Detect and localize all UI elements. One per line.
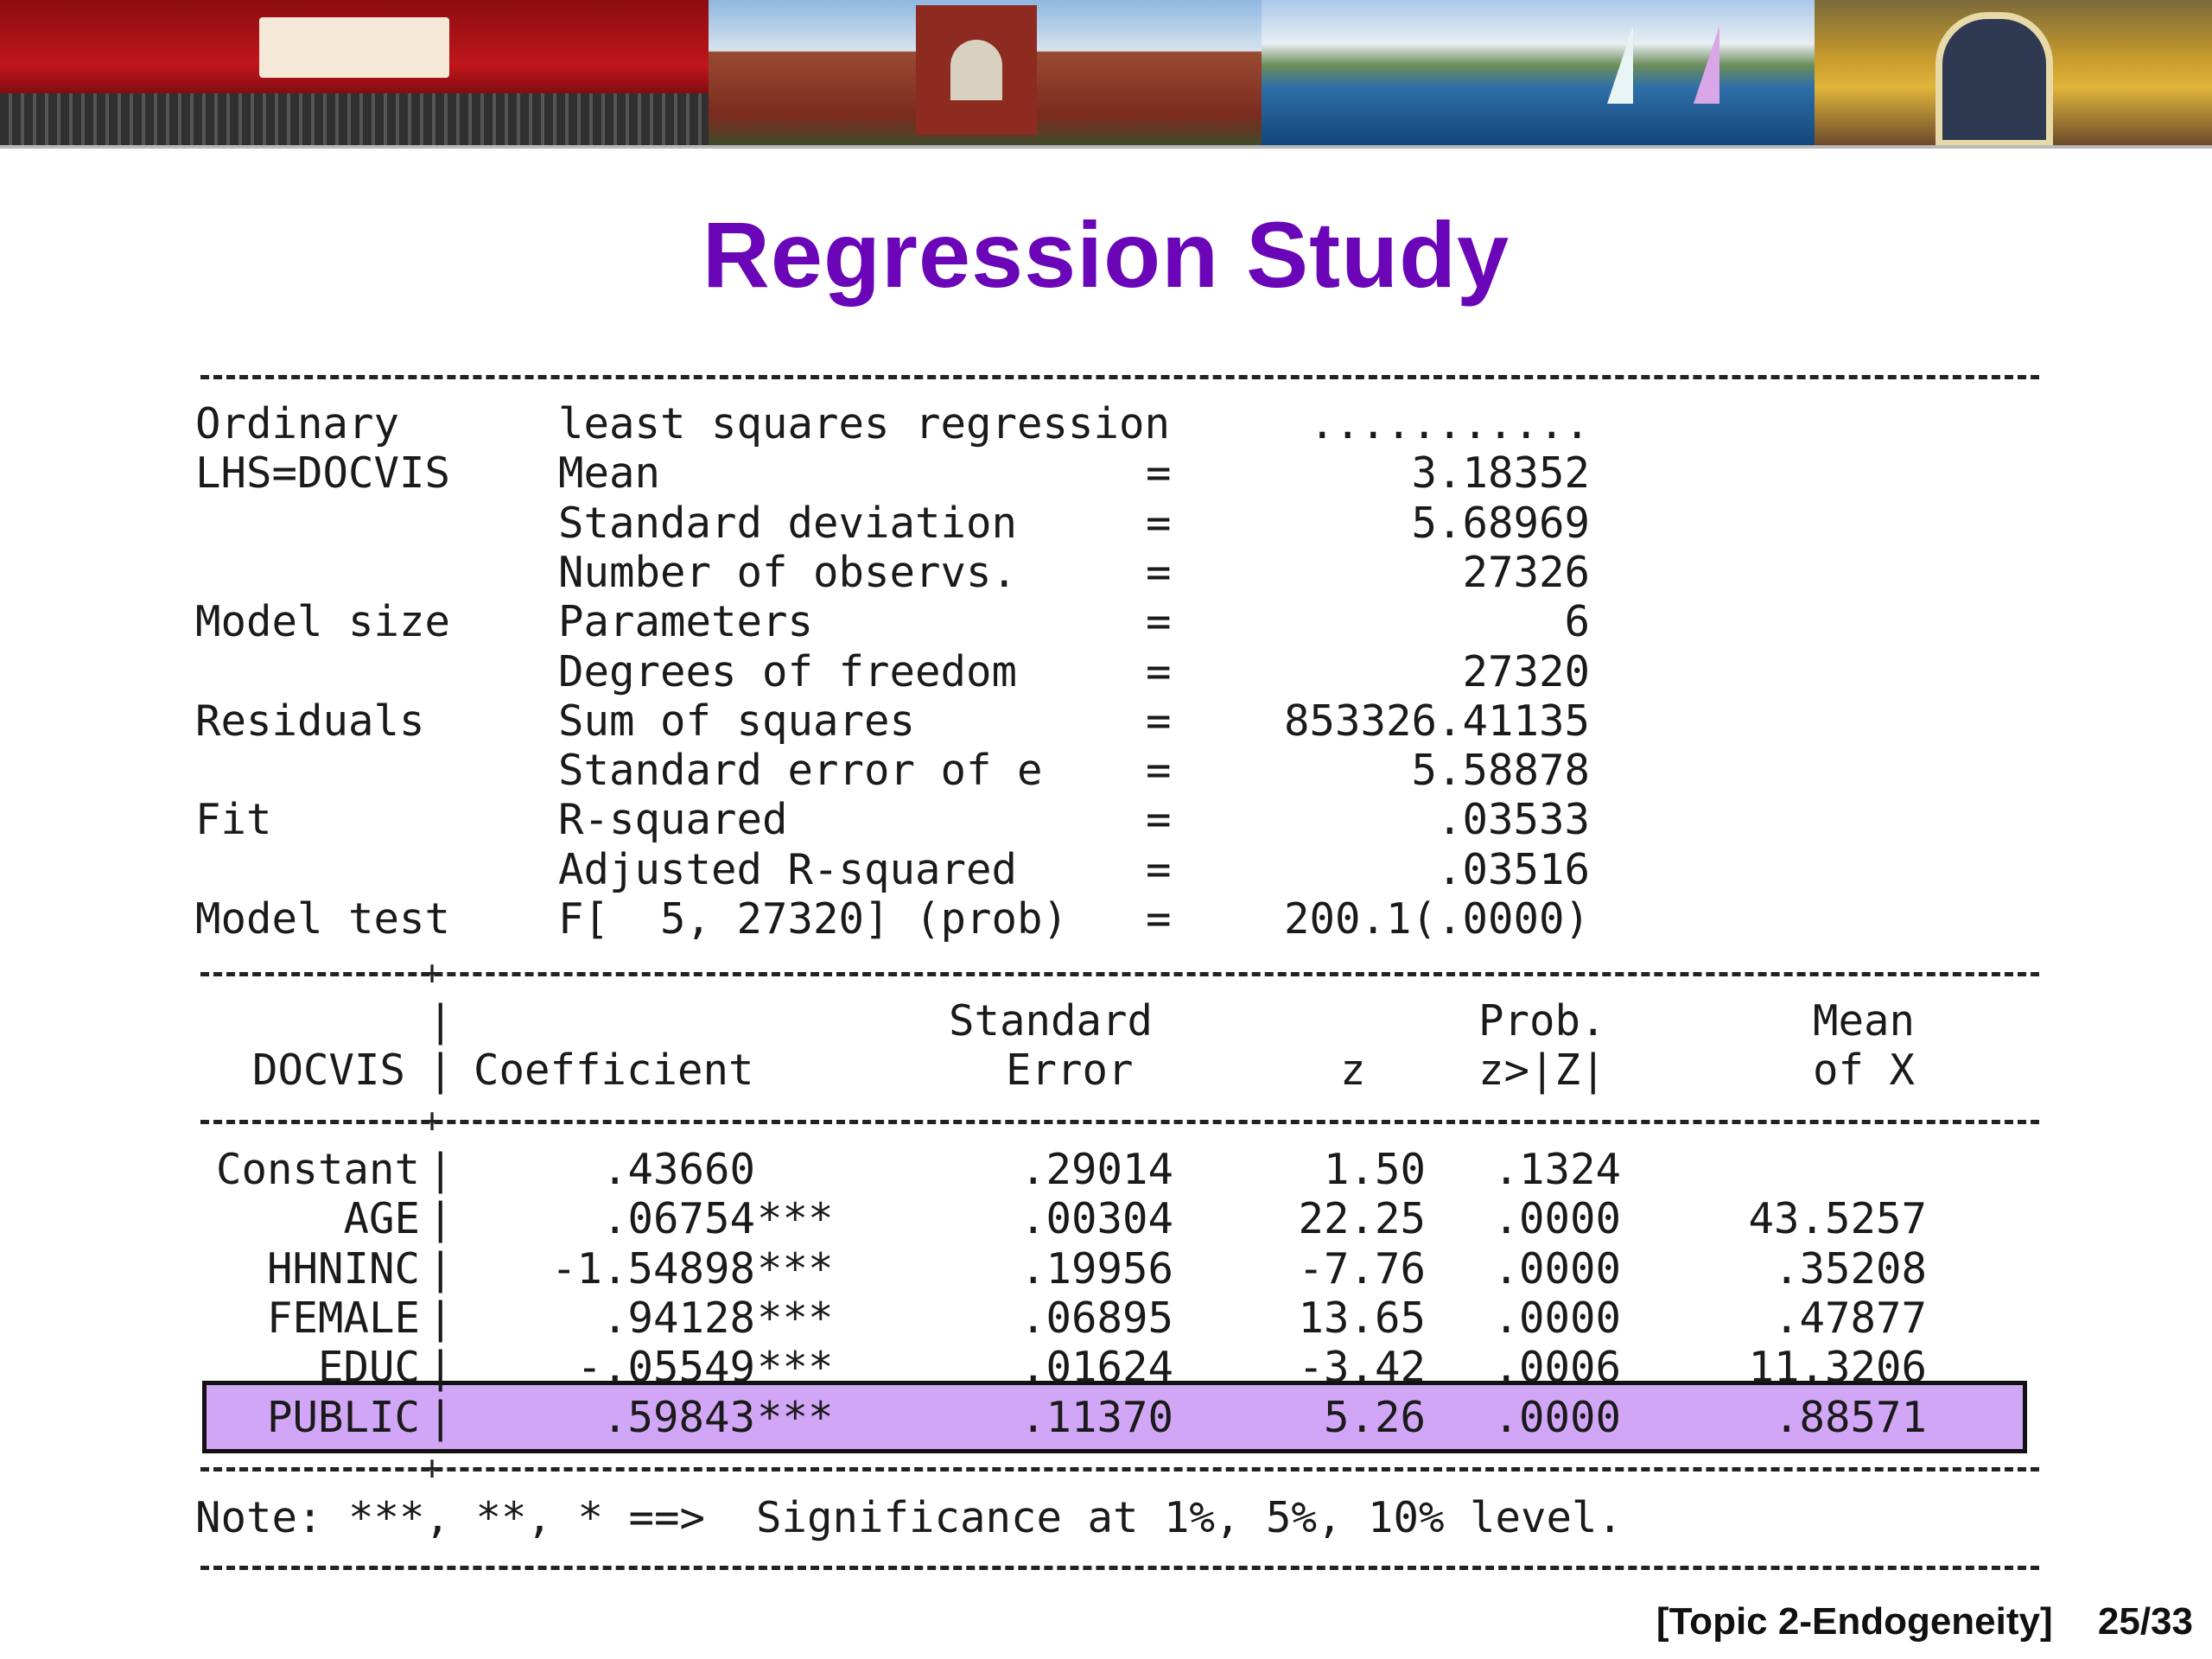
summary-stat-label: Mean [558,448,661,499]
divider-mid [200,972,2039,976]
divider-table [200,1120,2039,1124]
coef-row-std-error: .29014 [1020,1145,1173,1194]
coef-row-std-error: .06895 [1020,1293,1173,1343]
header-mean-top: Mean [1813,996,1916,1046]
summary-stat-value: 853326.41135 [1283,696,1590,746]
coef-row-variable: Constant [215,1145,420,1194]
banner-photo-auditorium [0,0,709,145]
coef-row-significance: *** [757,1293,834,1343]
coef-row-p-value: .0000 [1493,1194,1621,1244]
summary-equals: = [1146,646,1172,696]
footer-topic: [Topic 2-Endogeneity] [1656,1600,2053,1643]
divider-top [200,375,2039,379]
coef-row-std-error: .01624 [1020,1343,1173,1393]
summary-stat-value: .03516 [1436,844,1590,894]
banner-photo-lake [1262,0,1815,145]
coef-row-coefficient: -.05549 [576,1343,755,1393]
divider-bottom [200,1467,2039,1471]
summary-stat-value: ........... [1309,399,1590,448]
coef-row-mean-x: .47877 [1773,1293,1927,1343]
summary-equals: = [1146,597,1172,647]
summary-stat-label: Standard deviation [558,498,1018,548]
summary-group-label: Fit [195,795,272,845]
summary-stat-value: 5.58878 [1411,746,1590,796]
header-mean: of X [1813,1046,1916,1095]
coef-row-variable: PUBLIC [266,1392,420,1442]
slide-footer [1622,1600,2193,1643]
summary-stat-value: 27320 [1462,646,1590,696]
significance-note: Note: ***, **, * ==> Significance at 1%, 5%, 10% level. [195,1493,1624,1542]
summary-group-label: LHS=DOCVIS [195,448,451,499]
header-prob-top: Prob. [1478,996,1606,1046]
banner-photo-chapel [1815,0,2212,145]
summary-stat-label: Sum of squares [558,696,916,746]
coef-row-z: 5.26 [1323,1392,1426,1442]
summary-stat-value: 3.18352 [1411,448,1590,499]
coef-row-z: 22.25 [1298,1194,1426,1244]
coef-row-coefficient: -1.54898 [550,1243,755,1294]
coef-row-significance: *** [757,1343,834,1393]
summary-equals: = [1146,746,1172,796]
summary-stat-label: Degrees of freedom [558,646,1018,696]
summary-stat-value: 27326 [1462,547,1590,597]
footer-page-number: 25/33 [2097,1600,2193,1643]
header-coef: Coefficient [474,1046,754,1095]
summary-stat-value: 6 [1564,597,1590,647]
summary-stat-label: Standard error of e [558,746,1043,796]
coef-row-significance: *** [757,1194,834,1244]
summary-stat-label: Number of observs. [558,547,1018,597]
summary-stat-value: .03533 [1436,795,1590,845]
summary-stat-label: least squares regression [558,399,1171,448]
divider-end [200,1566,2039,1570]
summary-group-label: Model size [195,597,451,647]
coef-row-variable: EDUC [317,1343,420,1393]
coef-row-coefficient: .43660 [601,1145,755,1194]
slide-title: Regression Study [702,202,1510,307]
summary-group-label: Model test [195,894,451,944]
coef-row-variable: FEMALE [266,1293,420,1343]
header-se-top: Standard [949,996,1154,1046]
summary-equals: = [1146,498,1172,548]
coef-row-z: -3.42 [1298,1343,1426,1393]
coef-row-variable: HHNINC [266,1243,420,1294]
summary-stat-label: R-squared [558,795,788,845]
header-prob: z>|Z| [1478,1046,1606,1095]
summary-equals: = [1146,547,1172,597]
summary-stat-label: F[ 5, 27320] (prob) [558,894,1069,944]
summary-stat-label: Parameters [558,597,814,647]
summary-equals: = [1146,448,1172,499]
summary-stat-value: 5.68969 [1411,498,1590,548]
coef-row-mean-x: .88571 [1773,1392,1927,1442]
coef-row-std-error: .00304 [1020,1194,1173,1244]
summary-equals: = [1146,894,1172,944]
header-se: Error [1006,1046,1134,1095]
summary-group-label: Residuals [195,696,425,746]
header-var: DOCVIS [252,1046,406,1095]
coef-row-coefficient: .06754 [601,1194,755,1244]
coef-row-coefficient: .94128 [601,1293,755,1343]
coef-row-variable: AGE [343,1194,420,1244]
coef-row-p-value: .0000 [1493,1392,1621,1442]
summary-equals: = [1146,696,1172,746]
coef-row-p-value: .0006 [1493,1343,1621,1393]
coef-row-significance: *** [757,1243,834,1294]
coef-row-mean-x: 43.5257 [1748,1194,1927,1244]
summary-group-label: Ordinary [195,399,400,448]
coef-row-p-value: .0000 [1493,1293,1621,1343]
header-z: z [1340,1046,1366,1095]
coef-row-significance: *** [757,1392,834,1442]
header-banner [0,0,2212,149]
summary-equals: = [1146,795,1172,845]
coef-row-std-error: .11370 [1020,1392,1173,1442]
coef-row-coefficient: .59843 [601,1392,755,1442]
coef-row-mean-x: 11.3206 [1748,1343,1927,1393]
coef-row-z: 1.50 [1323,1145,1426,1194]
summary-stat-label: Adjusted R-squared [558,844,1018,894]
coef-row-z: 13.65 [1298,1293,1426,1343]
coef-row-std-error: .19956 [1020,1243,1173,1294]
coef-row-z: -7.76 [1298,1243,1426,1294]
coef-row-p-value: .1324 [1493,1145,1621,1194]
coef-row-mean-x: .35208 [1773,1243,1927,1294]
summary-equals: = [1146,844,1172,894]
summary-stat-value: 200.1(.0000) [1283,894,1590,944]
banner-photo-building [709,0,1262,145]
coef-row-p-value: .0000 [1493,1243,1621,1294]
